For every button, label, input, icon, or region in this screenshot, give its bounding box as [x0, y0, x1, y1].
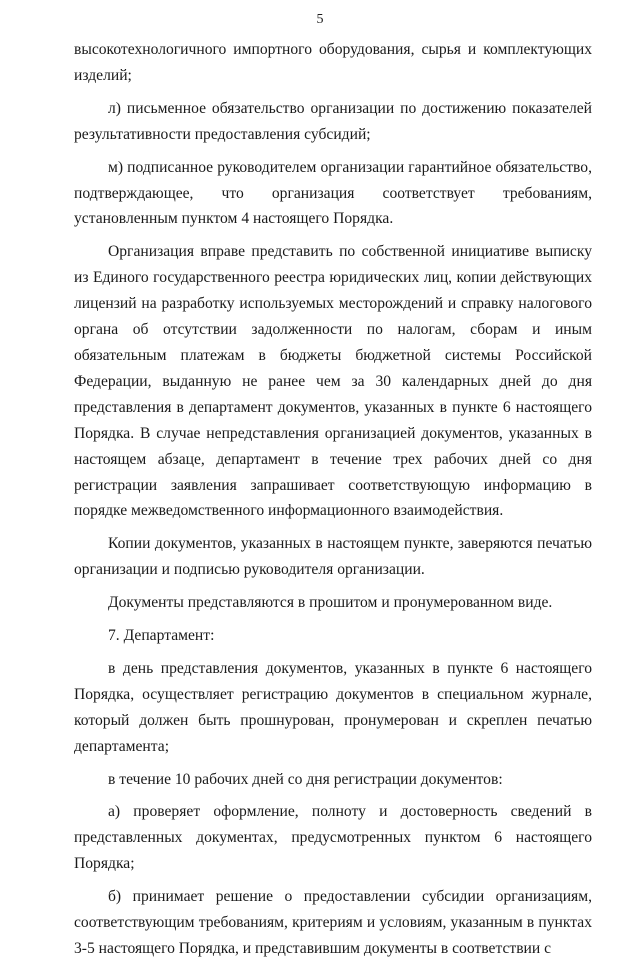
document-body [74, 37, 592, 962]
paragraph-section-7-heading: 7. Департамент: [108, 627, 215, 645]
paragraph-item-m [74, 155, 592, 233]
paragraph-copies-certification: Копии документов, указанных в настоящем пункте, заверяются печатью организации и подписью руководителя организации. [74, 535, 592, 579]
paragraph-optional-documents: Организация вправе представить по собственной инициативе выписку из Единого государственного реестра юридических лиц, копии действующих лицензий на разработку используемых месторождений и справку налогового органа об отсутствии задолженности по налогам, сборам и иным обязательным платежам в бюджеты бюджетной системы Российской Федерации, выданную не ранее чем за 30 календарных дней до дня представления в департамент документов, указанных в пункте 6 настоящего Порядка. В случае непредставления организацией документов, указанных в настоящем абзаце, департамент в течение трех рабочих дней со дня регистрации заявления запрашивает соответствующую информацию в порядке межведомственного информационного взаимодействия. [74, 243, 592, 520]
paragraph-line: м) подписанное руководителем организации гарантийное обязательство, [108, 158, 592, 176]
paragraph-item-b: б) принимает решение о предоставлении субсидии организациям, соответствующим требованиям, критериям и условиям, указанным в пунктах 3-5 настоящего Порядка, и представившим документы в соответствии с [74, 888, 592, 957]
paragraph-line: л) письменное обязательство организации по достижению показателей [108, 99, 592, 117]
paragraph-line: подтверждающее, что организация соответствует требованиям, установленным пунктом 4 настоящего Порядка. [74, 184, 592, 228]
paragraph-line: результативности предоставления субсидий; [74, 125, 371, 143]
paragraph-bound-documents: Документы представляются в прошитом и пронумерованном виде. [108, 594, 553, 612]
paragraph-registration: в день представления документов, указанных в пункте 6 настоящего Порядка, осуществляет регистрацию документов в специальном журнале, который должен быть прошнурован, пронумерован и скреплен печатью департамента; [74, 659, 592, 755]
paragraph-line: изделий; [74, 66, 132, 84]
paragraph-item-l [74, 96, 592, 148]
paragraph-item-a: а) проверяет оформление, полноту и достоверность сведений в представленных документах, предусмотренных пунктом 6 настоящего Порядка; [74, 803, 592, 873]
paragraph-line: высокотехнологичного импортного оборудования, сырья и комплектующих [74, 41, 592, 58]
paragraph-continuation [74, 37, 592, 89]
paragraph-ten-days: в течение 10 рабочих дней со дня регистрации документов: [108, 770, 503, 788]
page-number: 5 [316, 12, 324, 27]
